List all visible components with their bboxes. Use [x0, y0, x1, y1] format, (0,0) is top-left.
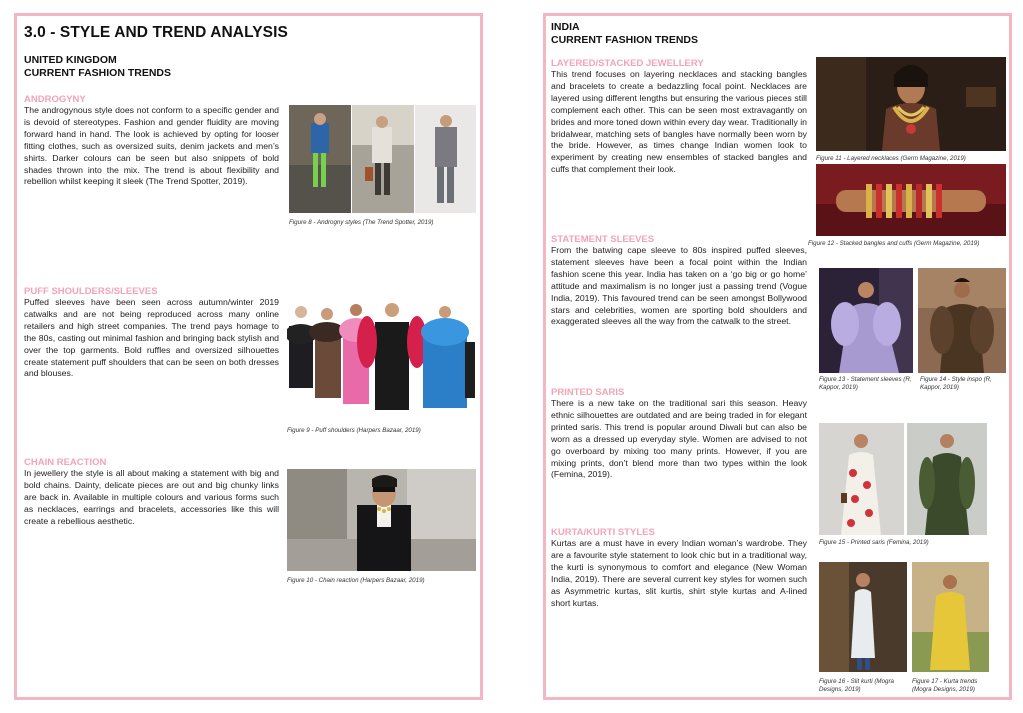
figure-caption-17: Figure 17 - Kurta trends (Mogra Designs, 2019)	[912, 678, 978, 693]
trend-heading-statement-sleeves: STATEMENT SLEEVES	[551, 234, 655, 245]
figure-caption-14: Figure 14 - Style inspo (R, Kappor, 2019)	[920, 376, 992, 391]
trend-text-puff-shoulders: Puffed sleeves have been seen across autumn/winter 2019 catwalks and are not being reproduced across many online retailers and high street companies. The trend pays homage to the 80s, casting out minimal fashion and bringing back stylish and over the top garments. Bold ruffles and oversized silhouettes create statement puff shoulders that can be seen on both dresses and blouses.	[24, 297, 279, 379]
trend-text-statement-sleeves: From the batwing cape sleeve to 80s inspired puffed sleeves, statement sleeves have been a focal point within the Indian fashion scene this year. India has taken on a ‘go big or go home’ attitude and maximalism is no longer just a passing trend (Vogue India, 2019). This favoured trend can be seen amongst Bollywood stars and celebrities, women are sporting bold shoulders and exaggerated sleeves all the way from the catwalk to the street.	[551, 245, 807, 327]
slit-kurti-photo	[819, 562, 907, 672]
figure-caption-8: Figure 8 - Androgny styles (The Trend Spotter, 2019)	[289, 219, 434, 226]
trend-text-printed-saris: There is a new take on the traditional sari this season. Heavy ethnic silhouettes are outdated and are being traded in for elegant printed saris. This trend is popular around Diwali but can also be worn as a dressed up everyday style. Women are advised to not go overboard by mixing too many prints. However, if you are mixing prints, don’t blend more than two types within the look (Femina, 2019).	[551, 398, 807, 480]
trend-text-kurta-styles: Kurtas are a must have in every Indian woman’s wardrobe. They are a favourite style statement to look chic but in a traditional way, the kurti is synonymous to comfort and elegance (New Woman India, 2019). There are several current key styles for women such as Asymmetric kurtas, slit kurtis, shirt style kurtas and A-lined short kurtas.	[551, 538, 807, 608]
trend-text-androgyny: The androgynous style does not conform to a specific gender and is devoid of stereotypes. Fashion and gender fluidity are moving forward hand in hand. The look is achieved by opting for looser fitting clothes, such as oversized suits, denim jackets and men’s shirts. Darker colours can be seen but also snippets of bold shades thrown into the mix. The trend is about flexibility and rebellion whilst keeping it sleek (The Trend Spotter, 2019).	[24, 105, 279, 187]
stacked-bangles-photo	[816, 164, 1006, 236]
country-heading: UNITED KINGDOM	[24, 54, 117, 66]
figure-caption-12: Figure 12 - Stacked bangles and cuffs (Germ Magazine, 2019)	[808, 240, 980, 247]
page-title: 3.0 - STYLE AND TREND ANALYSIS	[24, 24, 288, 41]
trend-heading-chain-reaction: CHAIN REACTION	[24, 457, 107, 468]
statement-sleeves-photo	[819, 268, 913, 373]
chain-reaction-photo	[287, 469, 476, 571]
printed-sari-photo-2	[907, 423, 987, 535]
section-subtitle: CURRENT FASHION TRENDS	[551, 34, 699, 46]
androgyny-photo	[289, 105, 476, 213]
figure-caption-11: Figure 11 - Layered necklaces (Germ Magazine, 2019)	[816, 155, 966, 162]
figure-caption-9: Figure 9 - Puff shoulders (Harpers Bazaar, 2019)	[287, 427, 421, 434]
trend-heading-puff-shoulders: PUFF SHOULDERS/SLEEVES	[24, 286, 158, 297]
trend-heading-printed-saris: PRINTED SARIS	[551, 387, 625, 398]
figure-caption-10: Figure 10 - Chain reaction (Harpers Bazaar, 2019)	[287, 577, 425, 584]
trend-text-layered-jewellery: This trend focuses on layering necklaces and stacking bangles and bracelets to create a bedazzling focal point. Necklaces are layered using different lengths but ensuring the various pieces still complement each other. This can be seen most extravagantly on brides and more toned down within every day wear. Traditionally in bridalwear, matching sets of bangles have normally been worn by the bride. However, as times change Indian women look to experiment by creating new ensembles of stacked bangles and cuffs that complement their look.	[551, 69, 807, 175]
figure-caption-15: Figure 15 - Printed saris (Femina, 2019)	[819, 539, 929, 546]
kurta-trends-photo	[912, 562, 989, 672]
printed-sari-photo-1	[819, 423, 904, 535]
trend-text-chain-reaction: In jewellery the style is all about making a statement with big and bold chains. Dainty, delicate pieces are out and big chunky links are back in. Available in multiple colours and various forms such as necklaces, earrings and bracelets, accessories like this will create a rebellious aesthetic.	[24, 468, 279, 526]
trend-heading-layered-jewellery: LAYERED/STACKED JEWELLERY	[551, 58, 704, 69]
section-subtitle: CURRENT FASHION TRENDS	[24, 67, 172, 79]
right-page	[543, 13, 1012, 700]
trend-heading-androgyny: ANDROGYNY	[24, 94, 86, 105]
style-inspo-photo	[918, 268, 1006, 373]
trend-heading-kurta-styles: KURTA/KURTI STYLES	[551, 527, 655, 538]
layered-necklaces-photo	[816, 57, 1006, 151]
figure-caption-13: Figure 13 - Statement sleeves (R, Kappor, 2019)	[819, 376, 912, 391]
left-page	[14, 13, 483, 700]
puff-shoulders-photo	[287, 298, 476, 420]
figure-caption-16: Figure 16 - Slit kurti (Mogra Designs, 2019)	[819, 678, 894, 693]
country-heading: INDIA	[551, 21, 580, 33]
